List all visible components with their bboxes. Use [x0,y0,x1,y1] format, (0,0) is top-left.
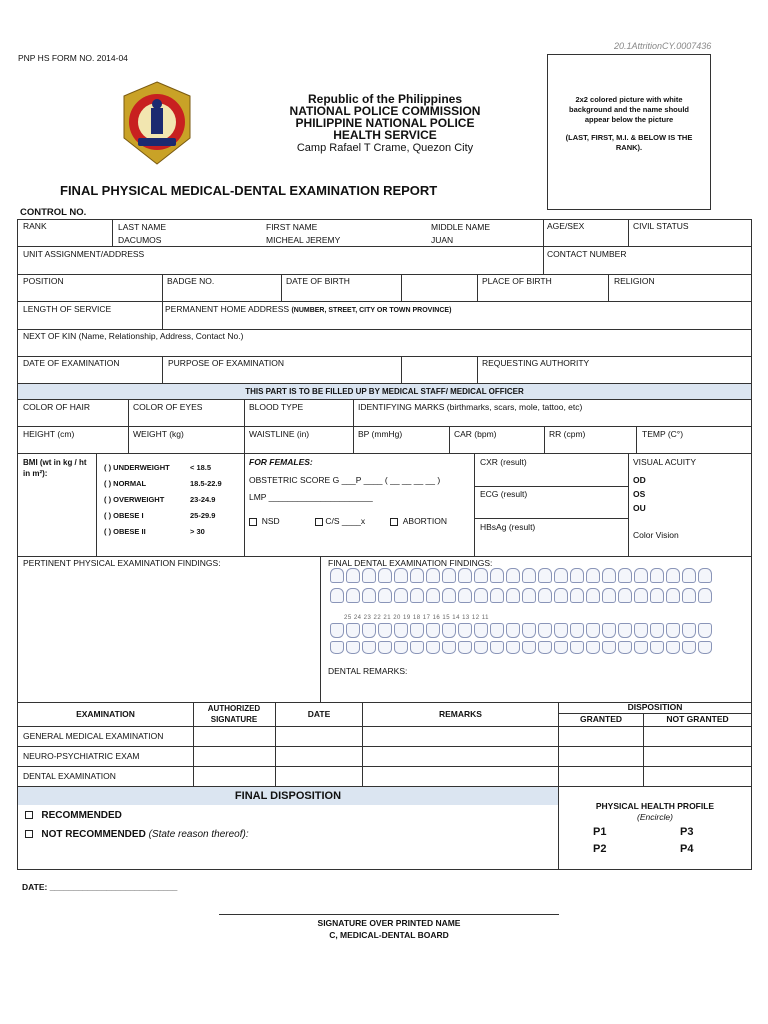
bmi-overweight[interactable] [104,495,242,511]
tooth-icon [570,641,584,654]
authority-label: REQUESTING AUTHORITY [482,358,590,368]
last-name-value[interactable]: DACUMOS [118,235,162,245]
rank-label: RANK [23,221,47,231]
grid-line [636,426,637,453]
nsd-option[interactable] [249,516,280,527]
grid-line [244,399,245,426]
tooth-icon [362,641,376,654]
bmi-option-label: ( ) OBESE II [104,527,146,536]
females-label: FOR FEMALES: [249,457,313,467]
dental-chart[interactable] [330,568,720,654]
tooth-icon [698,623,712,638]
tooth-icon [394,588,408,603]
grid-line [474,453,475,556]
report-title: FINAL PHYSICAL MEDICAL-DENTAL EXAMINATION REPORT [60,183,438,198]
grid-line [17,356,752,357]
grid-line [477,356,478,383]
final-disposition-title: FINAL DISPOSITION [234,790,342,802]
weight-label: WEIGHT (kg) [133,429,184,439]
reference-code: 20.1AttritionCY.0007436 [614,41,712,51]
grid-line [112,219,113,246]
hair-label: COLOR OF HAIR [23,402,91,412]
date-exam-label: DATE OF EXAMINATION [23,358,120,368]
tooth-icon [490,641,504,654]
tooth-icon [634,623,648,638]
grid-line [608,274,609,301]
pnp-seal-logo [118,80,196,166]
tooth-icon [442,568,456,583]
bmi-option-label: ( ) OBESE I [104,511,144,520]
tooth-icon [650,568,664,583]
tooth-icon [506,623,520,638]
tooth-icon [346,623,360,638]
tooth-icon [538,623,552,638]
tooth-icon [458,588,472,603]
tooth-icon [618,568,632,583]
grid-line [628,453,629,556]
bmi-range: > 30 [190,527,205,536]
badge-label: BADGE NO. [167,276,215,286]
upper-teeth-surfaces [330,588,712,603]
tooth-icon [602,641,616,654]
tooth-icon [362,588,376,603]
exam-row-dental: DENTAL EXAMINATION [23,771,116,781]
tooth-icon [442,588,456,603]
republic-line: Republic of the Philippines [307,92,462,106]
encircle-note: (Encircle) [637,812,673,822]
tooth-icon [458,623,472,638]
tooth-icon [554,641,568,654]
tooth-icon [330,623,344,638]
grid-line [449,426,450,453]
tooth-icon [362,623,376,638]
tooth-icon [378,623,392,638]
signature-label: SIGNATURE OVER PRINTED NAME [317,918,461,928]
tooth-icon [538,588,552,603]
grid-line [162,356,163,383]
tooth-icon [346,588,360,603]
board-label: C, MEDICAL-DENTAL BOARD [329,930,449,940]
tooth-icon [474,623,488,638]
contact-label: CONTACT NUMBER [547,249,627,259]
tooth-icon [410,623,424,638]
tooth-icon [634,588,648,603]
final-disposition-banner [18,787,558,805]
tooth-icon [378,641,392,654]
tooth-icon [698,641,712,654]
eyes-label: COLOR OF EYES [133,402,203,412]
tooth-icon [602,588,616,603]
tooth-icon [330,641,344,654]
first-name-value[interactable]: MICHEAL JEREMY [266,235,341,245]
exam-row-general: GENERAL MEDICAL EXAMINATION [23,731,164,741]
tooth-icon [410,588,424,603]
tooth-icon [698,588,712,603]
car-label: CAR (bpm) [454,429,497,439]
middle-name-label: MIDDLE NAME [431,222,491,232]
tooth-icon [666,568,680,583]
tooth-icon [682,623,696,638]
tooth-icon [602,568,616,583]
color-vision-label: Color Vision [633,530,679,540]
grid-line [128,399,129,426]
cxr-label: CXR (result) [480,457,527,467]
tooth-icon [394,568,408,583]
tooth-icon [618,588,632,603]
tooth-icon [426,568,440,583]
tooth-icon [490,588,504,603]
bmi-option-label: ( ) NORMAL [104,479,147,488]
tooth-icon [346,641,360,654]
abortion-option[interactable] [390,516,447,527]
tooth-icon [378,568,392,583]
marks-label: IDENTIFYING MARKS (birthmarks, scars, mole, tattoo, etc) [358,402,583,412]
position-label: POSITION [23,276,64,286]
tooth-icon [586,623,600,638]
lower-teeth-surfaces [330,623,712,638]
tooth-numbers: 25 24 23 22 21 20 19 18 17 16 15 14 13 12 11 [344,615,489,621]
profile-p4[interactable]: P4 [680,843,694,855]
date-header: DATE [307,709,331,719]
tooth-icon [362,568,376,583]
checkbox-icon [249,518,257,526]
grid-line [474,518,628,519]
age-sex-label: AGE/SEX [547,221,585,231]
visual-acuity-label: VISUAL ACUITY [633,457,696,467]
grid-line [17,746,752,747]
tooth-icon [666,641,680,654]
tooth-icon [394,641,408,654]
grid-line [17,329,752,330]
lmp-field[interactable]: LMP ______________________ [249,492,373,502]
lower-teeth-roots [330,641,712,654]
tooth-icon [554,623,568,638]
grid-line [474,486,628,487]
profile-p2[interactable]: P2 [593,843,607,855]
profile-p1[interactable]: P1 [593,826,607,838]
tooth-icon [506,641,520,654]
bmi-obese-1[interactable] [104,511,242,527]
header-block [270,93,500,156]
bmi-option-label: ( ) OVERWEIGHT [104,495,165,504]
grid-line [17,766,752,767]
tooth-icon [682,588,696,603]
next-of-kin-label: NEXT OF KIN (Name, Relationship, Address, Contact No.) [23,331,244,341]
bmi-range: 18.5-22.9 [190,479,222,488]
tooth-icon [634,568,648,583]
tooth-icon [442,623,456,638]
tooth-icon [554,588,568,603]
tooth-icon [410,641,424,654]
signature-line [219,914,559,915]
grid-line [353,399,354,426]
height-label: HEIGHT (cm) [23,429,75,439]
control-number-label: CONTROL NO. [20,207,87,218]
tooth-icon [474,568,488,583]
grid-line [96,453,97,556]
cs-option[interactable] [315,516,365,527]
tooth-icon [650,588,664,603]
grid-line [244,453,245,556]
health-profile-title: PHYSICAL HEALTH PROFILE [595,801,715,811]
tooth-icon [666,623,680,638]
reason-label: (State reason thereof): [148,829,249,840]
photo-box [547,54,711,210]
tooth-icon [426,641,440,654]
grid-line [401,356,402,383]
exam-row-neuro: NEURO-PSYCHIATRIC EXAM [23,751,140,761]
commission-line: NATIONAL POLICE COMMISSION [289,104,481,118]
auth-signature-header: AUTHORIZED SIGNATURE [207,704,261,724]
tooth-icon [490,623,504,638]
tooth-icon [410,568,424,583]
grid-line [128,426,129,453]
grid-line [543,246,544,274]
bmi-list [104,463,242,543]
bmi-underweight[interactable] [104,463,242,479]
tooth-icon [458,641,472,654]
tooth-icon [442,641,456,654]
tooth-icon [426,588,440,603]
tooth-icon [394,623,408,638]
bmi-obese-2[interactable] [104,527,242,543]
grid-line [193,702,194,786]
recommended-option[interactable] [25,810,122,821]
grid-line [320,556,321,702]
purpose-label: PURPOSE OF EXAMINATION [168,358,285,368]
upper-teeth-crowns [330,568,712,583]
grid-line [17,869,752,870]
nsd-label: NSD [261,516,280,526]
recommended-label: RECOMMENDED [41,810,122,821]
hbsag-label: HBsAg (result) [480,522,536,532]
bmi-label: BMI (wt in kg / ht in m²): [23,458,87,478]
disposition-header: DISPOSITION [627,702,683,712]
home-address-text: PERMANENT HOME ADDRESS [165,304,290,314]
temp-label: TEMP (C°) [642,429,684,439]
grid-line [281,274,282,301]
grid-line [353,426,354,453]
not-recommended-label: NOT RECOMMENDED [41,829,146,840]
tooth-icon [506,588,520,603]
bmi-normal[interactable] [104,479,242,495]
examination-header: EXAMINATION [76,709,135,719]
length-service-label: LENGTH OF SERVICE [23,304,112,314]
tooth-icon [666,588,680,603]
tooth-icon [634,641,648,654]
tooth-icon [570,568,584,583]
remarks-header: REMARKS [439,709,482,719]
tooth-icon [586,641,600,654]
grid-border-left [17,219,18,869]
tooth-icon [538,568,552,583]
police-line: PHILIPPINE NATIONAL POLICE [295,116,475,130]
home-address-note: (NUMBER, STREET, CITY OR TOWN PROVINCE) [291,307,452,314]
tooth-icon [330,588,344,603]
bmi-range: 25-29.9 [190,511,216,520]
bmi-option-label: ( ) UNDERWEIGHT [104,463,170,472]
profile-p3[interactable]: P3 [680,826,694,838]
dental-remarks-label: DENTAL REMARKS: [328,666,408,676]
grid-border-right [751,219,752,869]
grid-line [17,219,752,220]
tooth-icon [618,623,632,638]
grid-line [17,274,752,275]
grid-line [544,426,545,453]
tooth-icon [570,623,584,638]
form-number: PNP HS FORM NO. 2014-04 [18,53,128,63]
tooth-icon [586,588,600,603]
ecg-label: ECG (result) [480,489,528,499]
not-recommended-option[interactable] [25,829,249,840]
medical-banner [18,384,751,399]
bmi-range: < 18.5 [190,463,212,472]
dob-label: DATE OF BIRTH [286,276,350,286]
grid-line [162,274,163,301]
tooth-icon [522,641,536,654]
checkbox-icon [390,518,398,526]
tooth-icon [650,641,664,654]
ou-label: OU [633,503,646,513]
tooth-icon [522,568,536,583]
checkbox-icon [25,830,33,838]
dental-findings-label: FINAL DENTAL EXAMINATION FINDINGS: [328,558,493,568]
os-label: OS [633,489,646,499]
obstetric-score[interactable]: OBSTETRIC SCORE G ___P ____ ( __ __ __ __ ) [249,475,441,485]
tooth-icon [426,623,440,638]
grid-line [162,301,163,329]
bmi-range: 23-24.9 [190,495,216,504]
tooth-icon [698,568,712,583]
grid-line [543,219,544,246]
abortion-label: ABORTION [402,516,447,526]
tooth-icon [378,588,392,603]
grid-line [401,274,402,301]
not-granted-header: NOT GRANTED [666,714,729,724]
grid-line [17,726,752,727]
waist-label: WAISTLINE (in) [249,429,310,439]
religion-label: RELIGION [614,276,655,286]
first-name-label: FIRST NAME [266,222,318,232]
pertinent-findings-label: PERTINENT PHYSICAL EXAMINATION FINDINGS: [23,558,221,568]
rr-label: RR (cpm) [549,429,586,439]
tooth-icon [586,568,600,583]
tooth-icon [682,568,696,583]
tooth-icon [522,623,536,638]
grid-line [244,426,245,453]
service-line: HEALTH SERVICE [333,128,437,142]
tooth-icon [554,568,568,583]
tooth-icon [474,588,488,603]
middle-name-value[interactable]: JUAN [431,235,454,245]
home-address-label [165,304,451,316]
od-label: OD [633,475,646,485]
footer-date[interactable]: DATE: ___________________________ [22,882,178,892]
checkbox-icon [315,518,323,526]
pob-label: PLACE OF BIRTH [482,276,552,286]
camp-line: Camp Rafael T Crame, Quezon City [296,142,474,154]
tooth-icon [474,641,488,654]
tooth-icon [330,568,344,583]
granted-header: GRANTED [579,714,623,724]
grid-line [628,219,629,246]
grid-line [17,246,752,247]
tooth-icon [570,588,584,603]
grid-line [558,786,559,869]
grid-line [477,274,478,301]
grid-line [17,453,752,454]
bp-label: BP (mmHg) [358,429,403,439]
photo-note-1: 2x2 colored picture with white background and the name should appear below the picture [568,95,689,124]
tooth-icon [602,623,616,638]
tooth-icon [490,568,504,583]
cs-label: C/S ____x [325,516,366,526]
medical-banner-text: THIS PART IS TO BE FILLED UP BY MEDICAL STAFF/ MEDICAL OFFICER [245,387,524,396]
last-name-label: LAST NAME [118,222,167,232]
photo-note-2: (LAST, FIRST, M.I. & BELOW IS THE RANK). [565,133,693,152]
civil-status-label: CIVIL STATUS [633,221,689,231]
blood-label: BLOOD TYPE [249,402,304,412]
unit-label: UNIT ASSIGNMENT/ADDRESS [23,249,145,259]
tooth-icon [650,623,664,638]
tooth-icon [538,641,552,654]
tooth-icon [458,568,472,583]
tooth-icon [506,568,520,583]
tooth-icon [522,588,536,603]
grid-line [17,301,752,302]
grid-line [17,556,752,557]
checkbox-icon [25,811,33,819]
tooth-icon [346,568,360,583]
tooth-icon [618,641,632,654]
tooth-icon [682,641,696,654]
